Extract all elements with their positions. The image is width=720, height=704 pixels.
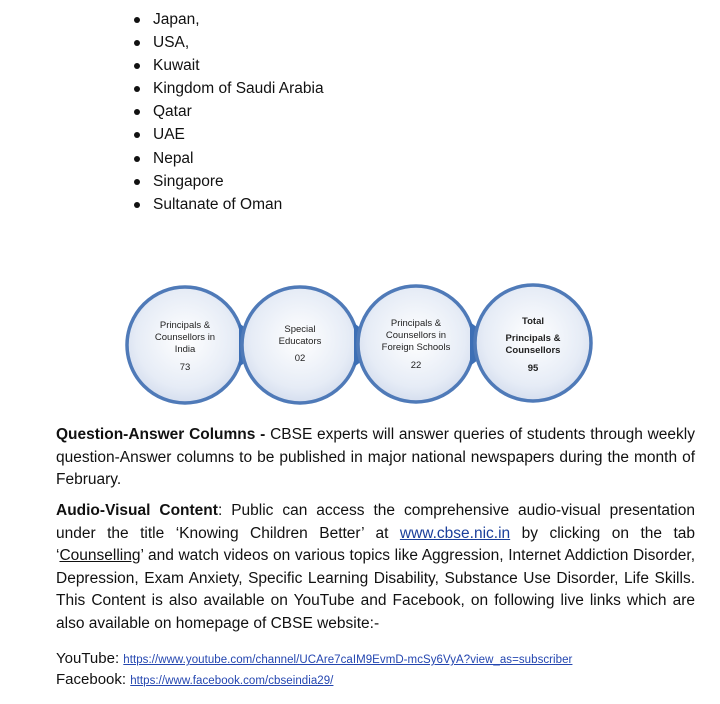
- flow-step-total: [475, 285, 591, 401]
- flow-label: Principals &: [390, 318, 442, 329]
- flow-label: Counsellors in: [154, 332, 216, 343]
- qa-heading: Question-Answer Columns -: [56, 426, 266, 443]
- flow-value: 73: [179, 362, 191, 373]
- flow-value: 22: [410, 360, 422, 371]
- av-paragraph: Audio-Visual Content: Public can access the comprehensive audio-visual presentation under the title ‘Knowing Children Better’ at www.cbse.nic.in by clicking on the tab ‘Counselling’ and watch videos on various topics like Aggression, Internet Addiction Disorder, Depression, Exam Anxiety, Specific Learning Disability, Substance Use Disorder, Life Skills. This Content is also available on YouTube and Facebook, on following live links which are also available on homepage of CBSE website:-: [56, 502, 695, 632]
- list-item: Japan,: [132, 8, 324, 31]
- flow-label: Educators: [278, 336, 322, 347]
- list-item: Singapore: [132, 170, 324, 193]
- list-item: Sultanate of Oman: [132, 193, 324, 216]
- counselling-tab-name: Counselling: [59, 547, 141, 565]
- facebook-row: [56, 670, 572, 691]
- social-links: [56, 649, 572, 691]
- flow-label: Counsellors: [505, 345, 561, 356]
- youtube-row: [56, 649, 572, 670]
- flow-label: Counsellors in: [385, 330, 447, 341]
- qa-paragraph: [56, 424, 695, 492]
- qa-text: CBSE experts will answer queries of students through weekly question-Answer columns to be published in major national newspapers during the month of February.: [56, 426, 695, 489]
- flow-label: Principals &: [159, 320, 211, 331]
- av-heading: Audio-Visual Content: [56, 502, 218, 519]
- list-item: Kingdom of Saudi Arabia: [132, 77, 324, 100]
- facebook-label: Facebook:: [56, 671, 127, 688]
- flow-label: Special: [284, 324, 316, 335]
- list-item: UAE: [132, 123, 324, 146]
- flow-value: 95: [527, 363, 539, 374]
- list-item: Kuwait: [132, 54, 324, 77]
- list-item: Nepal: [132, 147, 324, 170]
- youtube-label: YouTube:: [56, 650, 120, 667]
- flow-label: India: [174, 344, 196, 355]
- flow-value: 02: [294, 353, 306, 364]
- flow-label: Principals &: [505, 333, 561, 344]
- list-item: USA,: [132, 31, 324, 54]
- facebook-link[interactable]: https://www.facebook.com/cbseindia29/: [130, 675, 334, 687]
- list-item: Qatar: [132, 100, 324, 123]
- flow-label: Foreign Schools: [381, 342, 451, 353]
- youtube-link[interactable]: https://www.youtube.com/channel/UCAre7caIM9EvmD-mcSy6VyA?view_as=subscriber: [123, 654, 573, 666]
- flow-label: Total: [522, 316, 544, 327]
- cbse-website-link[interactable]: www.cbse.nic.in: [399, 524, 511, 542]
